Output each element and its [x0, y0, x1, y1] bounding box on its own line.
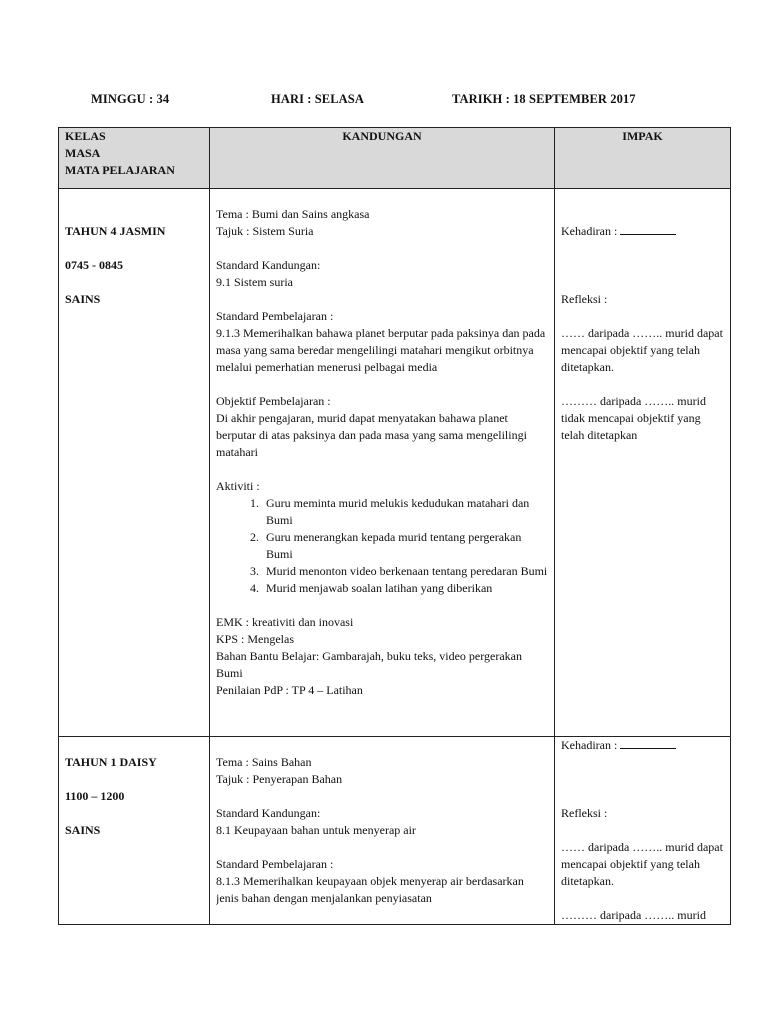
header-kelas: KELAS — [65, 129, 106, 143]
day-label: HARI : SELASA — [271, 92, 364, 106]
standard-pembelajaran-label: Standard Pembelajaran : — [216, 857, 334, 871]
impact-cell — [555, 189, 731, 737]
class-info-cell — [59, 189, 210, 737]
list-item: 4. Murid menjawab soalan latihan yang diberikan — [262, 580, 548, 597]
content-cell — [210, 737, 555, 925]
refleksi-not-achieved: ……… daripada …….. murid — [561, 908, 706, 922]
table-row — [59, 189, 731, 737]
objektif-label: Objektif Pembelajaran : — [216, 394, 331, 408]
header-mata-pelajaran: MATA PELAJARAN — [65, 163, 175, 177]
list-item: 1. Guru meminta murid melukis kedudukan matahari dan Bumi — [262, 495, 548, 529]
tajuk: Tajuk : Penyerapan Bahan — [216, 772, 343, 786]
header-cell-kelas — [59, 128, 210, 189]
class-subject: SAINS — [65, 292, 101, 306]
header-masa: MASA — [65, 146, 101, 160]
aktiviti-label: Aktiviti : — [216, 479, 260, 493]
refleksi-not-achieved: ……… daripada …….. murid tidak mencapai objektif yang telah ditetapkan — [561, 394, 706, 442]
header-kandungan: KANDUNGAN — [210, 128, 555, 189]
penilaian: Penilaian PdP : TP 4 – Latihan — [216, 683, 363, 697]
refleksi-achieved: …… daripada …….. murid dapat mencapai objektif yang telah ditetapkan. — [561, 326, 723, 374]
bahan-bantu-belajar: Bahan Bantu Belajar: Gambarajah, buku teks, video pergerakan Bumi — [216, 649, 523, 680]
standard-kandungan-label: Standard Kandungan: — [216, 258, 321, 272]
kehadiran — [561, 223, 724, 240]
refleksi-achieved: …… daripada …….. murid dapat mencapai objektif yang telah ditetapkan. — [561, 840, 723, 888]
tema: Tema : Sains Bahan — [216, 755, 312, 769]
refleksi-label: Refleksi : — [561, 292, 608, 306]
table-row — [59, 737, 731, 925]
class-name: TAHUN 1 DAISY — [65, 755, 157, 769]
class-time: 0745 - 0845 — [65, 258, 123, 272]
standard-kandungan: 8.1 Keupayaan bahan untuk menyerap air — [216, 823, 416, 837]
emk: EMK : kreativiti dan inovasi — [216, 615, 354, 629]
lesson-plan-table — [58, 127, 731, 925]
class-time: 1100 – 1200 — [65, 789, 125, 803]
standard-pembelajaran: 8.1.3 Memerihalkan keupayaan objek menyerap air berdasarkan jenis bahan dengan menjalankan penyiasatan — [216, 874, 524, 905]
date-label: TARIKH : 18 SEPTEMBER 2017 — [452, 92, 636, 106]
list-item: 2. Guru menerangkan kepada murid tentang pergerakan Bumi — [262, 529, 548, 563]
kehadiran-blank — [620, 737, 676, 749]
class-subject: SAINS — [65, 823, 101, 837]
week-label: MINGGU : 34 — [91, 92, 170, 106]
header-impak: IMPAK — [555, 128, 731, 189]
standard-pembelajaran: 9.1.3 Memerihalkan bahawa planet berputar pada paksinya dan pada masa yang sama beredar mengelilingi matahari mengikut orbitnya melalui pemerhatian menerusi pelbagai media — [216, 326, 546, 374]
kehadiran-blank — [620, 223, 676, 235]
standard-kandungan: 9.1 Sistem suria — [216, 275, 293, 289]
kps: KPS : Mengelas — [216, 632, 294, 646]
objektif: Di akhir pengajaran, murid dapat menyatakan bahawa planet berputar di atas paksinya dan pada masa yang sama mengelilingi matahari — [216, 411, 527, 459]
class-info-cell — [59, 737, 210, 925]
aktiviti-list — [216, 495, 548, 597]
standard-pembelajaran-label: Standard Pembelajaran : — [216, 309, 334, 323]
table-header-row — [59, 128, 731, 189]
class-name: TAHUN 4 JASMIN — [65, 224, 166, 238]
kehadiran — [561, 737, 724, 754]
content-cell — [210, 189, 555, 737]
tajuk: Tajuk : Sistem Suria — [216, 224, 314, 238]
list-item: 3. Murid menonton video berkenaan tentang peredaran Bumi — [262, 563, 548, 580]
impact-cell — [555, 737, 731, 925]
tema: Tema : Bumi dan Sains angkasa — [216, 207, 370, 221]
refleksi-label: Refleksi : — [561, 806, 608, 820]
kehadiran-label: Kehadiran : — [561, 224, 618, 238]
kehadiran-label: Kehadiran : — [561, 738, 618, 752]
standard-kandungan-label: Standard Kandungan: — [216, 806, 321, 820]
